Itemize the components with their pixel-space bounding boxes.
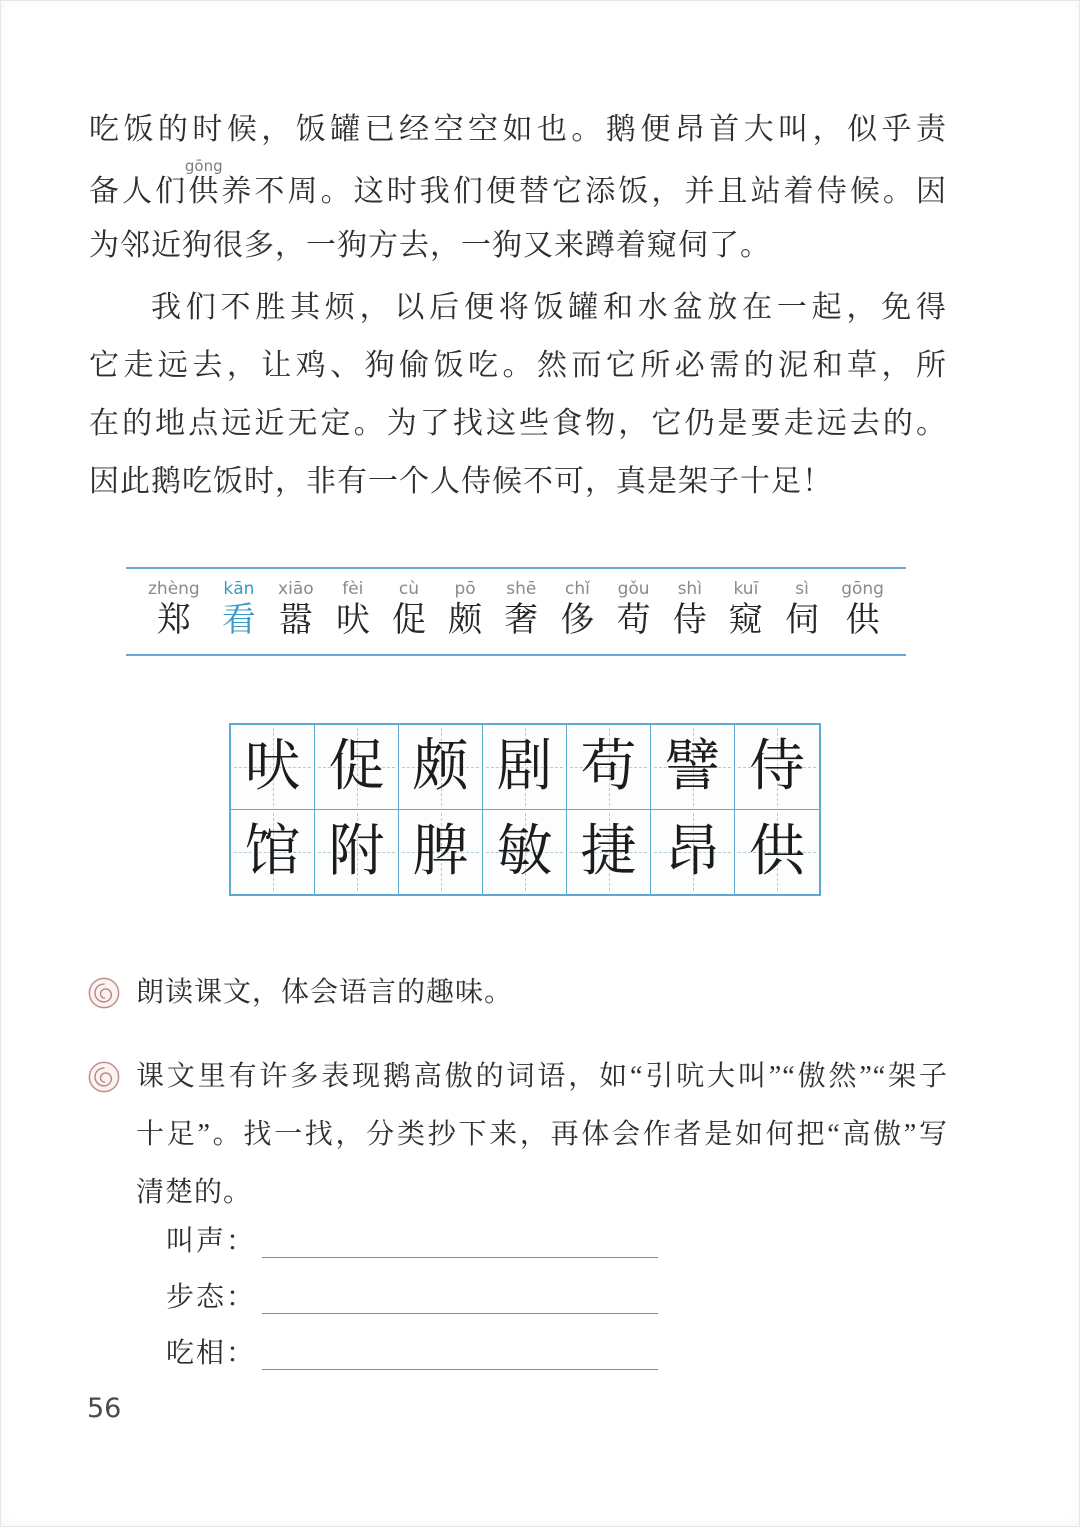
grid-cell <box>399 810 483 894</box>
practice-character: 馆 <box>244 821 301 883</box>
flower-stamp-icon <box>87 1060 121 1094</box>
flower-stamp-icon <box>87 976 121 1010</box>
pinyin-label: xiāo <box>278 579 314 599</box>
writing-practice-grid <box>229 723 821 896</box>
pinyin-label: gōng <box>841 579 884 599</box>
text-line: 为邻近狗很多，一狗方去，一狗又来蹲着窥伺了。 <box>89 229 771 262</box>
grid-cell <box>567 725 651 810</box>
grid-cell <box>567 810 651 894</box>
paragraph-2 <box>89 279 947 511</box>
exercise-1 <box>87 964 949 1022</box>
character: 侍 <box>672 602 707 639</box>
character-entry <box>392 579 426 642</box>
lesson-text <box>89 101 947 511</box>
character-entry <box>148 579 200 642</box>
pinyin-label: shē <box>506 579 537 599</box>
exercise-line: 课文里有许多表现鹅高傲的词语，如“引吭大叫”“傲然”“架子 <box>136 1061 948 1092</box>
fill-in-blanks <box>166 1214 658 1382</box>
grid-cell <box>315 810 399 894</box>
recognition-characters-strip <box>126 567 906 656</box>
exercise-line: 十足”。找一找，分类抄下来，再体会作者是如何把“高傲”写 <box>136 1119 948 1150</box>
pinyin-label: chǐ <box>565 579 590 599</box>
character: 促 <box>391 602 426 639</box>
text-line: 在的地点远近无定。为了找这些食物，它仍是要走远去的。 <box>89 407 947 440</box>
character-entry <box>785 579 819 642</box>
character-entry <box>504 579 538 642</box>
practice-character: 侍 <box>749 736 805 798</box>
text-segment: 养不周。这时我们便替它添饭，并且站着侍候。因 <box>219 175 947 208</box>
practice-character: 昂 <box>664 821 721 883</box>
grid-cell <box>735 810 819 894</box>
exercise-text <box>136 1048 948 1222</box>
exercise-line: 朗读课文，体会语言的趣味。 <box>136 977 514 1008</box>
pinyin-label: kuī <box>733 579 759 599</box>
character-entry <box>673 579 707 642</box>
grid-cell <box>399 725 483 810</box>
text-line: 吃饭的时候，饭罐已经空空如也。鹅便昂首大叫，似乎责 <box>89 113 947 146</box>
grid-cell <box>231 725 315 810</box>
pinyin-label: fèi <box>342 579 364 599</box>
character: 郑 <box>156 602 191 639</box>
text-line <box>89 159 947 217</box>
pinyin-label: zhèng <box>148 579 200 599</box>
exercise-text <box>136 964 948 1022</box>
grid-cell <box>483 725 567 810</box>
pinyin-label: gǒu <box>617 579 650 599</box>
character: 伺 <box>785 602 820 639</box>
blank-line <box>262 1283 658 1314</box>
character: 颇 <box>448 602 483 639</box>
character: 苟 <box>616 602 651 639</box>
fill-row-eating <box>166 1326 658 1382</box>
character-entry <box>617 579 651 642</box>
character-entry <box>278 579 314 642</box>
practice-character: 脾 <box>412 821 469 883</box>
text-line: 因此鹅吃饭时，非有一个人侍候不可，真是架子十足！ <box>89 465 833 498</box>
character-entry <box>448 579 482 642</box>
grid-cell <box>231 810 315 894</box>
character: 看 <box>221 602 256 639</box>
practice-character: 敏 <box>496 821 553 883</box>
grid-cell <box>651 725 735 810</box>
pinyin-label: kān <box>223 579 255 599</box>
fill-row-call <box>166 1214 658 1270</box>
practice-character: 譬 <box>664 736 721 798</box>
fill-label: 步态： <box>166 1282 257 1313</box>
practice-character: 苟 <box>580 736 637 798</box>
grid-cell <box>483 810 567 894</box>
character: 嚣 <box>278 602 313 639</box>
grid-cell <box>735 725 819 810</box>
pinyin-label: sì <box>795 579 809 599</box>
blank-line <box>262 1339 658 1370</box>
character: 吠 <box>335 602 370 639</box>
pinyin-label: shì <box>677 579 702 599</box>
text-line: 它走远去，让鸡、狗偷饭吃。然而它所必需的泥和草，所 <box>89 349 947 382</box>
character: 奢 <box>504 602 539 639</box>
grid-cell <box>315 725 399 810</box>
ruby-annotated-char <box>184 157 223 208</box>
character-entry <box>729 579 763 642</box>
character-entry <box>336 579 370 642</box>
page-number: 56 <box>87 1393 122 1424</box>
character: 供 <box>845 602 880 639</box>
pinyin-label: cù <box>398 579 420 599</box>
annotated-char: 供 <box>184 175 223 208</box>
practice-character: 附 <box>328 821 385 883</box>
practice-character: 剧 <box>496 736 553 798</box>
grid-cell <box>651 810 735 894</box>
fill-row-gait <box>166 1270 658 1326</box>
paragraph-1 <box>89 101 947 275</box>
exercise-section <box>87 964 949 1222</box>
exercise-line: 清楚的。 <box>136 1177 253 1208</box>
practice-character: 促 <box>328 736 385 798</box>
character-entry-highlighted <box>222 579 256 642</box>
practice-character: 吠 <box>244 736 301 798</box>
character: 窥 <box>728 602 763 639</box>
exercise-2 <box>87 1048 949 1222</box>
practice-character: 捷 <box>580 821 637 883</box>
practice-character: 颇 <box>412 736 469 798</box>
character-entry <box>841 579 884 642</box>
fill-label: 叫声： <box>166 1226 257 1257</box>
character: 侈 <box>560 602 595 639</box>
character-entry <box>560 579 594 642</box>
practice-character: 供 <box>749 821 805 883</box>
pinyin-annotation: gōng <box>184 157 223 175</box>
pinyin-label: pō <box>454 579 476 599</box>
fill-label: 吃相： <box>166 1338 257 1369</box>
text-line: 我们不胜其烦，以后便将饭罐和水盆放在一起，免得 <box>151 291 947 324</box>
blank-line <box>262 1227 658 1258</box>
text-segment: 备人们 <box>89 175 189 208</box>
